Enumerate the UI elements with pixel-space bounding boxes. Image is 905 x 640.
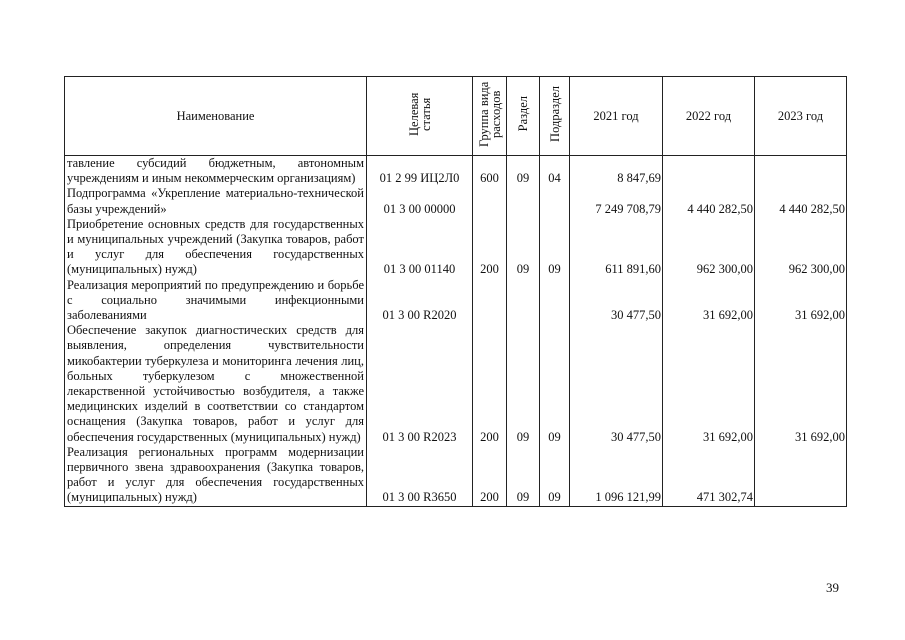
header-2021: 2021 год — [570, 77, 663, 156]
row-section: 09 — [507, 323, 540, 445]
row-section — [507, 186, 540, 216]
table-row — [65, 445, 847, 506]
row-target-code: 01 3 00 R3650 — [367, 445, 473, 506]
row-2023: 962 300,00 — [755, 217, 847, 278]
row-name: Реализация мероприятий по предупреждению и борьбе с социально значимыми инфекционными заболеваниями — [65, 278, 367, 324]
row-name: тавление субсидий бюджетным, автономным учреждениям и иным некоммерческим организациям) — [65, 156, 367, 187]
row-2021: 8 847,69 — [570, 156, 663, 187]
row-2021: 30 477,50 — [570, 323, 663, 445]
row-subsection — [540, 278, 570, 324]
table-row — [65, 217, 847, 278]
row-target-code: 01 3 00 R2023 — [367, 323, 473, 445]
header-name: Наименование — [65, 77, 367, 156]
row-group-code — [473, 278, 507, 324]
row-2022: 962 300,00 — [663, 217, 755, 278]
row-group-code: 600 — [473, 156, 507, 187]
row-subsection: 04 — [540, 156, 570, 187]
row-section: 09 — [507, 445, 540, 506]
row-name: Реализация региональных программ модернизации первичного звена здравоохранения (Закупка товаров, работ и услуг для обеспечения государственных (муниципальных) нужд) — [65, 445, 367, 506]
row-group-code: 200 — [473, 445, 507, 506]
row-2021: 7 249 708,79 — [570, 186, 663, 216]
row-section — [507, 278, 540, 324]
budget-table — [64, 76, 847, 507]
row-subsection: 09 — [540, 445, 570, 506]
table-row — [65, 323, 847, 445]
row-group-code: 200 — [473, 217, 507, 278]
row-target-code: 01 3 00 R2020 — [367, 278, 473, 324]
row-2023: 4 440 282,50 — [755, 186, 847, 216]
row-2021: 1 096 121,99 — [570, 445, 663, 506]
row-target-code: 01 2 99 ИЦ2Л0 — [367, 156, 473, 187]
header-section: Раздел — [507, 77, 540, 156]
row-2021: 30 477,50 — [570, 278, 663, 324]
row-2023 — [755, 445, 847, 506]
row-name: Обеспечение закупок диагностических средств для выявления, определения чувствительности микобактерии туберкулеза и мониторинга лечения лиц, больных туберкулезом с множественной лекарственной устойчивостью возбудителя, а также медицинских изделий в соответствии со стандартом оснащения (Закупка товаров, работ и услуг для обеспечения государственных (муниципальных) нужд) — [65, 323, 367, 445]
row-2022 — [663, 156, 755, 187]
row-2023: 31 692,00 — [755, 323, 847, 445]
table-row — [65, 186, 847, 216]
header-2022: 2022 год — [663, 77, 755, 156]
row-2022: 4 440 282,50 — [663, 186, 755, 216]
row-2022: 31 692,00 — [663, 278, 755, 324]
row-group-code: 200 — [473, 323, 507, 445]
row-2021: 611 891,60 — [570, 217, 663, 278]
row-2022: 471 302,74 — [663, 445, 755, 506]
row-target-code: 01 3 00 00000 — [367, 186, 473, 216]
row-group-code — [473, 186, 507, 216]
header-2023: 2023 год — [755, 77, 847, 156]
table-header-row — [65, 77, 847, 156]
row-name: Подпрограмма «Укрепление материально-технической базы учреждений» — [65, 186, 367, 216]
row-2022: 31 692,00 — [663, 323, 755, 445]
row-target-code: 01 3 00 01140 — [367, 217, 473, 278]
row-section: 09 — [507, 217, 540, 278]
budget-table-container — [64, 76, 846, 507]
table-row — [65, 278, 847, 324]
header-target: Целевая статья — [367, 77, 473, 156]
table-row — [65, 156, 847, 187]
row-2023: 31 692,00 — [755, 278, 847, 324]
header-group: Группа вида расходов — [473, 77, 507, 156]
page-number: 39 — [826, 580, 839, 595]
row-subsection: 09 — [540, 323, 570, 445]
header-subsection: Подраздел — [540, 77, 570, 156]
row-name: Приобретение основных средств для государственных и муниципальных учреждений (Закупка товаров, работ и услуг для обеспечения государственных (муниципальных) нужд) — [65, 217, 367, 278]
row-subsection — [540, 186, 570, 216]
row-subsection: 09 — [540, 217, 570, 278]
row-2023 — [755, 156, 847, 187]
row-section: 09 — [507, 156, 540, 187]
